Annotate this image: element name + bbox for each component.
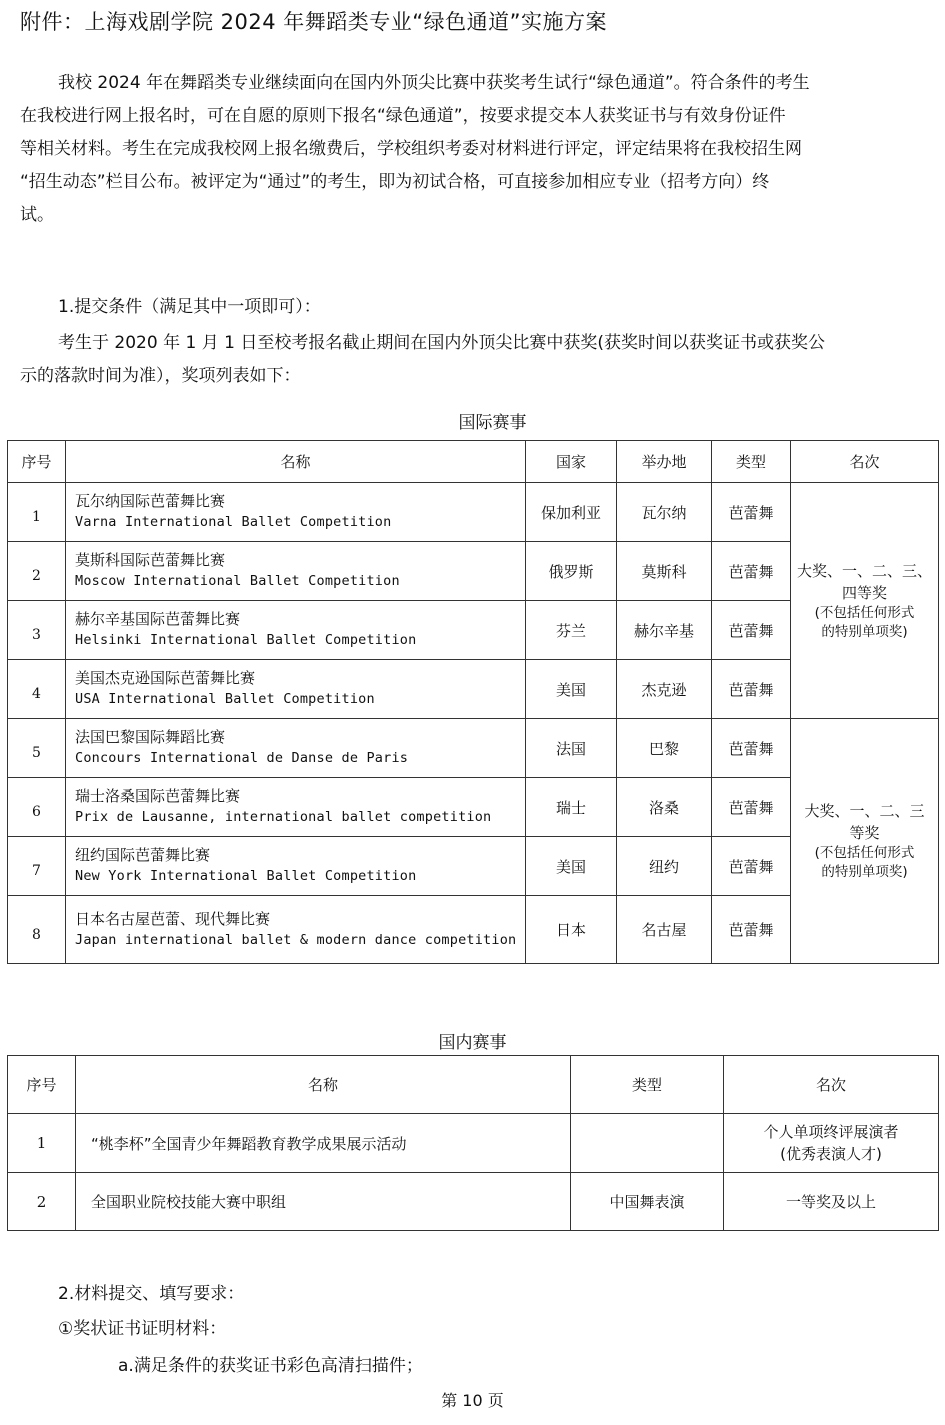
col-header-name: 名称 bbox=[66, 441, 526, 483]
host-city: 瓦尔纳 bbox=[617, 483, 712, 542]
competition-name bbox=[66, 483, 526, 542]
col-header-name: 名称 bbox=[76, 1056, 571, 1114]
competition-name: 全国职业院校技能大赛中职组 bbox=[76, 1173, 571, 1231]
competition-name bbox=[66, 896, 526, 964]
dance-type: 芭蕾舞 bbox=[712, 601, 791, 660]
section2-heading: 2.材料提交、填写要求： bbox=[58, 1284, 245, 1304]
country: 美国 bbox=[526, 660, 617, 719]
dance-type: 芭蕾舞 bbox=[712, 660, 791, 719]
dance-type: 中国舞表演 bbox=[571, 1173, 724, 1231]
competition-name-en: Varna International Ballet Competition bbox=[75, 514, 392, 530]
competition-name-en: Concours International de Danse de Paris bbox=[75, 750, 409, 766]
table-row bbox=[8, 1114, 939, 1173]
country: 美国 bbox=[526, 837, 617, 896]
row-number: 2 bbox=[8, 1173, 76, 1231]
competition-name bbox=[66, 719, 526, 778]
award-rank-line: 大奖、一、二、三 bbox=[804, 802, 925, 820]
section1-paragraph bbox=[20, 327, 928, 393]
row-number: 1 bbox=[8, 1114, 76, 1173]
section2-item: a.满足条件的获奖证书彩色高清扫描件； bbox=[118, 1356, 423, 1376]
competition-name bbox=[66, 601, 526, 660]
col-header-city: 举办地 bbox=[617, 441, 712, 483]
competition-name-en: Prix de Lausanne, international ballet competition bbox=[75, 809, 492, 825]
dance-type: 芭蕾舞 bbox=[712, 719, 791, 778]
page-number: 第 10 页 bbox=[441, 1391, 504, 1410]
country: 俄罗斯 bbox=[526, 542, 617, 601]
table-row bbox=[8, 483, 939, 542]
competition-name-cn: 日本名古屋芭蕾、现代舞比赛 bbox=[75, 909, 271, 928]
competition-name-cn: 美国杰克逊国际芭蕾舞比赛 bbox=[75, 669, 256, 687]
country: 法国 bbox=[526, 719, 617, 778]
competition-name bbox=[66, 837, 526, 896]
competition-name-cn: 法国巴黎国际舞蹈比赛 bbox=[75, 728, 226, 746]
competition-name bbox=[66, 778, 526, 837]
host-city: 名古屋 bbox=[617, 896, 712, 964]
competition-name-cn: 纽约国际芭蕾舞比赛 bbox=[75, 846, 211, 864]
competition-name bbox=[66, 542, 526, 601]
section1-line: 考生于 2020 年 1 月 1 日至校考报名截止期间在国内外顶尖比赛中获奖(获奖时间以获奖证书或获奖公 bbox=[58, 333, 825, 353]
competition-name-cn: 赫尔辛基国际芭蕾舞比赛 bbox=[75, 610, 241, 628]
dance-type: 芭蕾舞 bbox=[712, 542, 791, 601]
host-city: 赫尔辛基 bbox=[617, 601, 712, 660]
intro-line: 在我校进行网上报名时，可在自愿的原则下报名“绿色通道”，按要求提交本人获奖证书与有效身份证件 bbox=[20, 106, 786, 126]
table-row bbox=[8, 1173, 939, 1231]
col-header-type: 类型 bbox=[712, 441, 791, 483]
col-header-rank: 名次 bbox=[791, 441, 939, 483]
section1-line: 示的落款时间为准），奖项列表如下： bbox=[20, 366, 301, 386]
row-number: 5 bbox=[8, 719, 66, 778]
col-header-no: 序号 bbox=[8, 1056, 76, 1114]
document-title: 附件：上海戏剧学院 2024 年舞蹈类专业“绿色通道”实施方案 bbox=[20, 10, 608, 34]
award-rank: 一等奖及以上 bbox=[724, 1173, 939, 1231]
host-city: 巴黎 bbox=[617, 719, 712, 778]
competition-name-en: Helsinki International Ballet Competition bbox=[75, 632, 417, 648]
row-number: 8 bbox=[8, 896, 66, 964]
host-city: 洛桑 bbox=[617, 778, 712, 837]
competition-name-cn: 瑞士洛桑国际芭蕾舞比赛 bbox=[75, 787, 241, 805]
country: 瑞士 bbox=[526, 778, 617, 837]
host-city: 纽约 bbox=[617, 837, 712, 896]
table-row bbox=[8, 719, 939, 778]
competition-name: “桃李杯”全国青少年舞蹈教育教学成果展示活动 bbox=[76, 1114, 571, 1173]
intro-line: “招生动态”栏目公布。被评定为“通过”的考生，即为初试合格，可直接参加相应专业（招考方向）终 bbox=[20, 172, 770, 192]
intro-paragraph bbox=[20, 67, 928, 232]
domestic-competitions-table bbox=[7, 1055, 939, 1231]
competition-name bbox=[66, 660, 526, 719]
competition-name-cn: 莫斯科国际芭蕾舞比赛 bbox=[75, 551, 226, 569]
competition-name-en: Japan international ballet & modern dance competition bbox=[75, 931, 517, 948]
col-header-no: 序号 bbox=[8, 441, 66, 483]
col-header-rank: 名次 bbox=[724, 1056, 939, 1114]
section1-heading: 1.提交条件（满足其中一项即可）： bbox=[58, 297, 321, 317]
col-header-country: 国家 bbox=[526, 441, 617, 483]
intl-table-caption: 国际赛事 bbox=[458, 413, 527, 433]
award-rank-note: 的特别单项奖) bbox=[821, 623, 908, 640]
row-number: 3 bbox=[8, 601, 66, 660]
country: 保加利亚 bbox=[526, 483, 617, 542]
award-rank bbox=[724, 1114, 939, 1173]
intro-line: 我校 2024 年在舞蹈类专业继续面向在国内外顶尖比赛中获奖考生试行“绿色通道”。符合条件的考生 bbox=[58, 73, 810, 93]
dance-type: 芭蕾舞 bbox=[712, 837, 791, 896]
award-rank-group-2 bbox=[791, 719, 939, 964]
award-rank-line: 四等奖 bbox=[841, 583, 887, 602]
dance-type: 芭蕾舞 bbox=[712, 483, 791, 542]
intl-header-row bbox=[8, 441, 939, 483]
award-rank-note: (不包括任何形式 bbox=[814, 604, 915, 621]
host-city: 莫斯科 bbox=[617, 542, 712, 601]
domestic-header-row bbox=[8, 1056, 939, 1114]
competition-name-en: New York International Ballet Competition bbox=[75, 868, 417, 884]
intl-competitions-table bbox=[7, 440, 939, 964]
row-number: 4 bbox=[8, 660, 66, 719]
award-rank-line: 等奖 bbox=[849, 824, 880, 842]
dance-type: 芭蕾舞 bbox=[712, 778, 791, 837]
intro-line: 试。 bbox=[20, 205, 54, 225]
domestic-table-caption: 国内赛事 bbox=[438, 1033, 507, 1053]
award-rank-note: (不包括任何形式 bbox=[814, 845, 915, 861]
col-header-type: 类型 bbox=[571, 1056, 724, 1114]
award-rank-line: 大奖、一、二、三、 bbox=[796, 561, 932, 580]
host-city: 杰克逊 bbox=[617, 660, 712, 719]
award-rank-line: (优秀表演人才) bbox=[780, 1145, 882, 1163]
dance-type: 芭蕾舞 bbox=[712, 896, 791, 964]
section2-subheading: ①奖状证书证明材料： bbox=[58, 1319, 227, 1339]
row-number: 1 bbox=[8, 483, 66, 542]
award-rank-line: 个人单项终评展演者 bbox=[763, 1123, 899, 1141]
competition-name-en: Moscow International Ballet Competition bbox=[75, 573, 400, 589]
country: 日本 bbox=[526, 896, 617, 964]
competition-name-en: USA International Ballet Competition bbox=[75, 691, 375, 707]
country: 芬兰 bbox=[526, 601, 617, 660]
dance-type bbox=[571, 1114, 724, 1173]
award-rank-note: 的特别单项奖) bbox=[821, 864, 908, 880]
row-number: 7 bbox=[8, 837, 66, 896]
award-rank-group-1 bbox=[791, 483, 939, 719]
intro-line: 等相关材料。考生在完成我校网上报名缴费后，学校组织考委对材料进行评定，评定结果将在我校招生网 bbox=[20, 139, 802, 159]
row-number: 2 bbox=[8, 542, 66, 601]
competition-name-cn: 瓦尔纳国际芭蕾舞比赛 bbox=[75, 492, 226, 510]
row-number: 6 bbox=[8, 778, 66, 837]
